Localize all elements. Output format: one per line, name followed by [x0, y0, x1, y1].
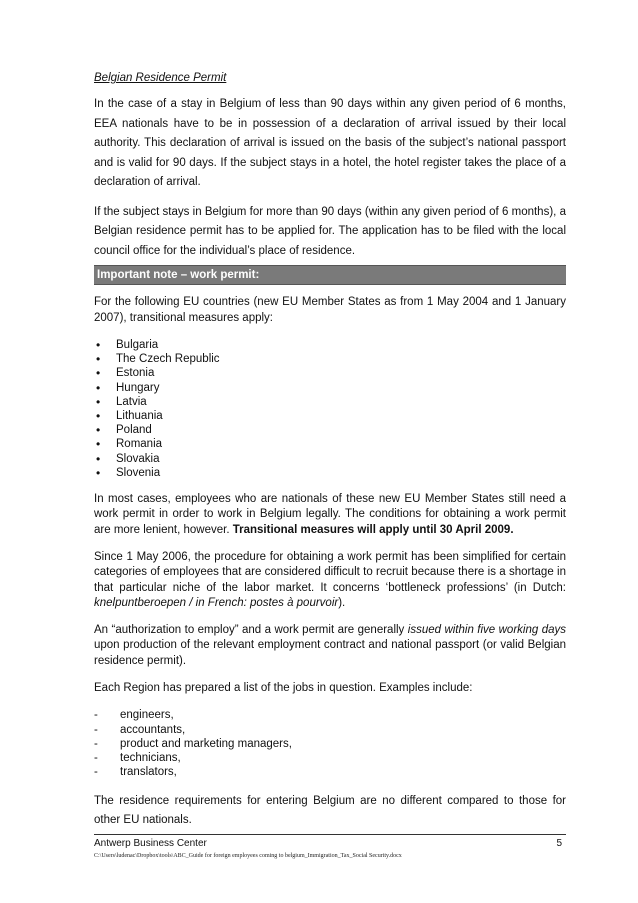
bullet-icon: •	[96, 338, 101, 352]
list-item: • Hungary	[96, 380, 160, 395]
dash-icon: -	[94, 766, 98, 779]
bullet-icon: •	[96, 394, 101, 409]
five-working-days: issued within five working days	[407, 624, 566, 637]
list-item: - engineers,	[94, 709, 174, 722]
list-item: - technicians,	[94, 752, 181, 765]
paragraph-work-permit: In most cases, employees who are nationals of these new EU Member States still need a work permit in order to work in Belgium legally. The conditions for obtaining a work permit are more lenient, however. Transitional measures will apply until 30 April 2009.	[94, 493, 566, 536]
paragraph-transitional: For the following EU countries (new EU Member States as from 1 May 2004 and 1 January 2007), transitional measures apply:	[94, 296, 566, 324]
bullet-icon: •	[96, 437, 101, 452]
bullet-icon: •	[96, 409, 101, 424]
paragraph-authorization: An “authorization to employ” and a work permit are generally issued within five working days upon production of the relevant employment contract and national passport (or valid Belgian residence permit).	[94, 624, 566, 667]
dash-icon: -	[94, 723, 98, 736]
dash-icon: -	[94, 752, 98, 765]
country-list	[94, 338, 566, 480]
bullet-icon: •	[96, 352, 101, 367]
list-item: - translators,	[94, 766, 177, 779]
transitional-deadline: Transitional measures will apply until 30 April 2009.	[232, 523, 514, 536]
page-footer	[94, 834, 566, 859]
footer-company: Antwerp Business Center	[94, 838, 207, 849]
dash-icon: -	[94, 737, 98, 750]
list-item: - product and marketing managers,	[94, 737, 292, 750]
paragraph-bottleneck: Since 1 May 2006, the procedure for obtaining a work permit has been simplified for certain categories of employees that are considered difficult to recruit because there is a shortage in that particular niche of the labor market. It concerns ‘bottleneck professions’ (in Dutch: knelpuntberoepen / in French: postes à pourvoir).	[94, 550, 566, 609]
list-item: • Poland	[96, 423, 152, 438]
bullet-icon: •	[96, 465, 101, 480]
list-item: • Estonia	[96, 366, 155, 381]
list-item: • Latvia	[96, 394, 147, 409]
bullet-icon: •	[96, 366, 101, 381]
document-page	[94, 70, 566, 831]
paragraph-residence-requirements: The residence requirements for entering Belgium are no different compared to those for other EU nationals.	[94, 794, 566, 827]
footer-file-path: C:\Users\ludenac\Dropbox\tools\ABC_Guide for foreign employees coming to belgium_Immigration_Tax_Social Security.docx	[94, 853, 402, 859]
dash-icon: -	[94, 709, 98, 722]
job-list	[94, 708, 566, 779]
bullet-icon: •	[96, 380, 101, 395]
list-item: • Lithuania	[96, 409, 163, 424]
list-item: • Romania	[96, 437, 163, 452]
paragraph-long-stay: If the subject stays in Belgium for more than 90 days (within any given period of 6 months), a Belgian residence permit has to be applied for. The application has to be filed with the local council office for the individual’s place of residence.	[94, 205, 566, 257]
paragraph-region-list: Each Region has prepared a list of the jobs in question. Examples include:	[94, 682, 473, 694]
list-item: • The Czech Republic	[96, 352, 220, 367]
bottleneck-translation: knelpuntberoepen / in French: postes à pourvoir	[94, 596, 339, 609]
section-heading: Belgian Residence Permit	[94, 72, 227, 84]
list-item: - accountants,	[94, 723, 186, 736]
page-number: 5	[556, 838, 562, 849]
list-item: • Slovenia	[96, 465, 161, 480]
list-item: • Bulgaria	[96, 338, 159, 352]
paragraph-short-stay: In the case of a stay in Belgium of less than 90 days within any given period of 6 months, EEA nationals have to be in possession of a declaration of arrival issued by their local authority. This declaration of arrival is issued on the basis of the subject’s national passport and is valid for 90 days. If the subject stays in a hotel, the hotel register takes the place of a declaration of arrival.	[94, 98, 566, 188]
important-note-bar: Important note – work permit:	[94, 265, 566, 285]
bullet-icon: •	[96, 451, 101, 466]
list-item: • Slovakia	[96, 451, 160, 466]
bullet-icon: •	[96, 423, 101, 438]
